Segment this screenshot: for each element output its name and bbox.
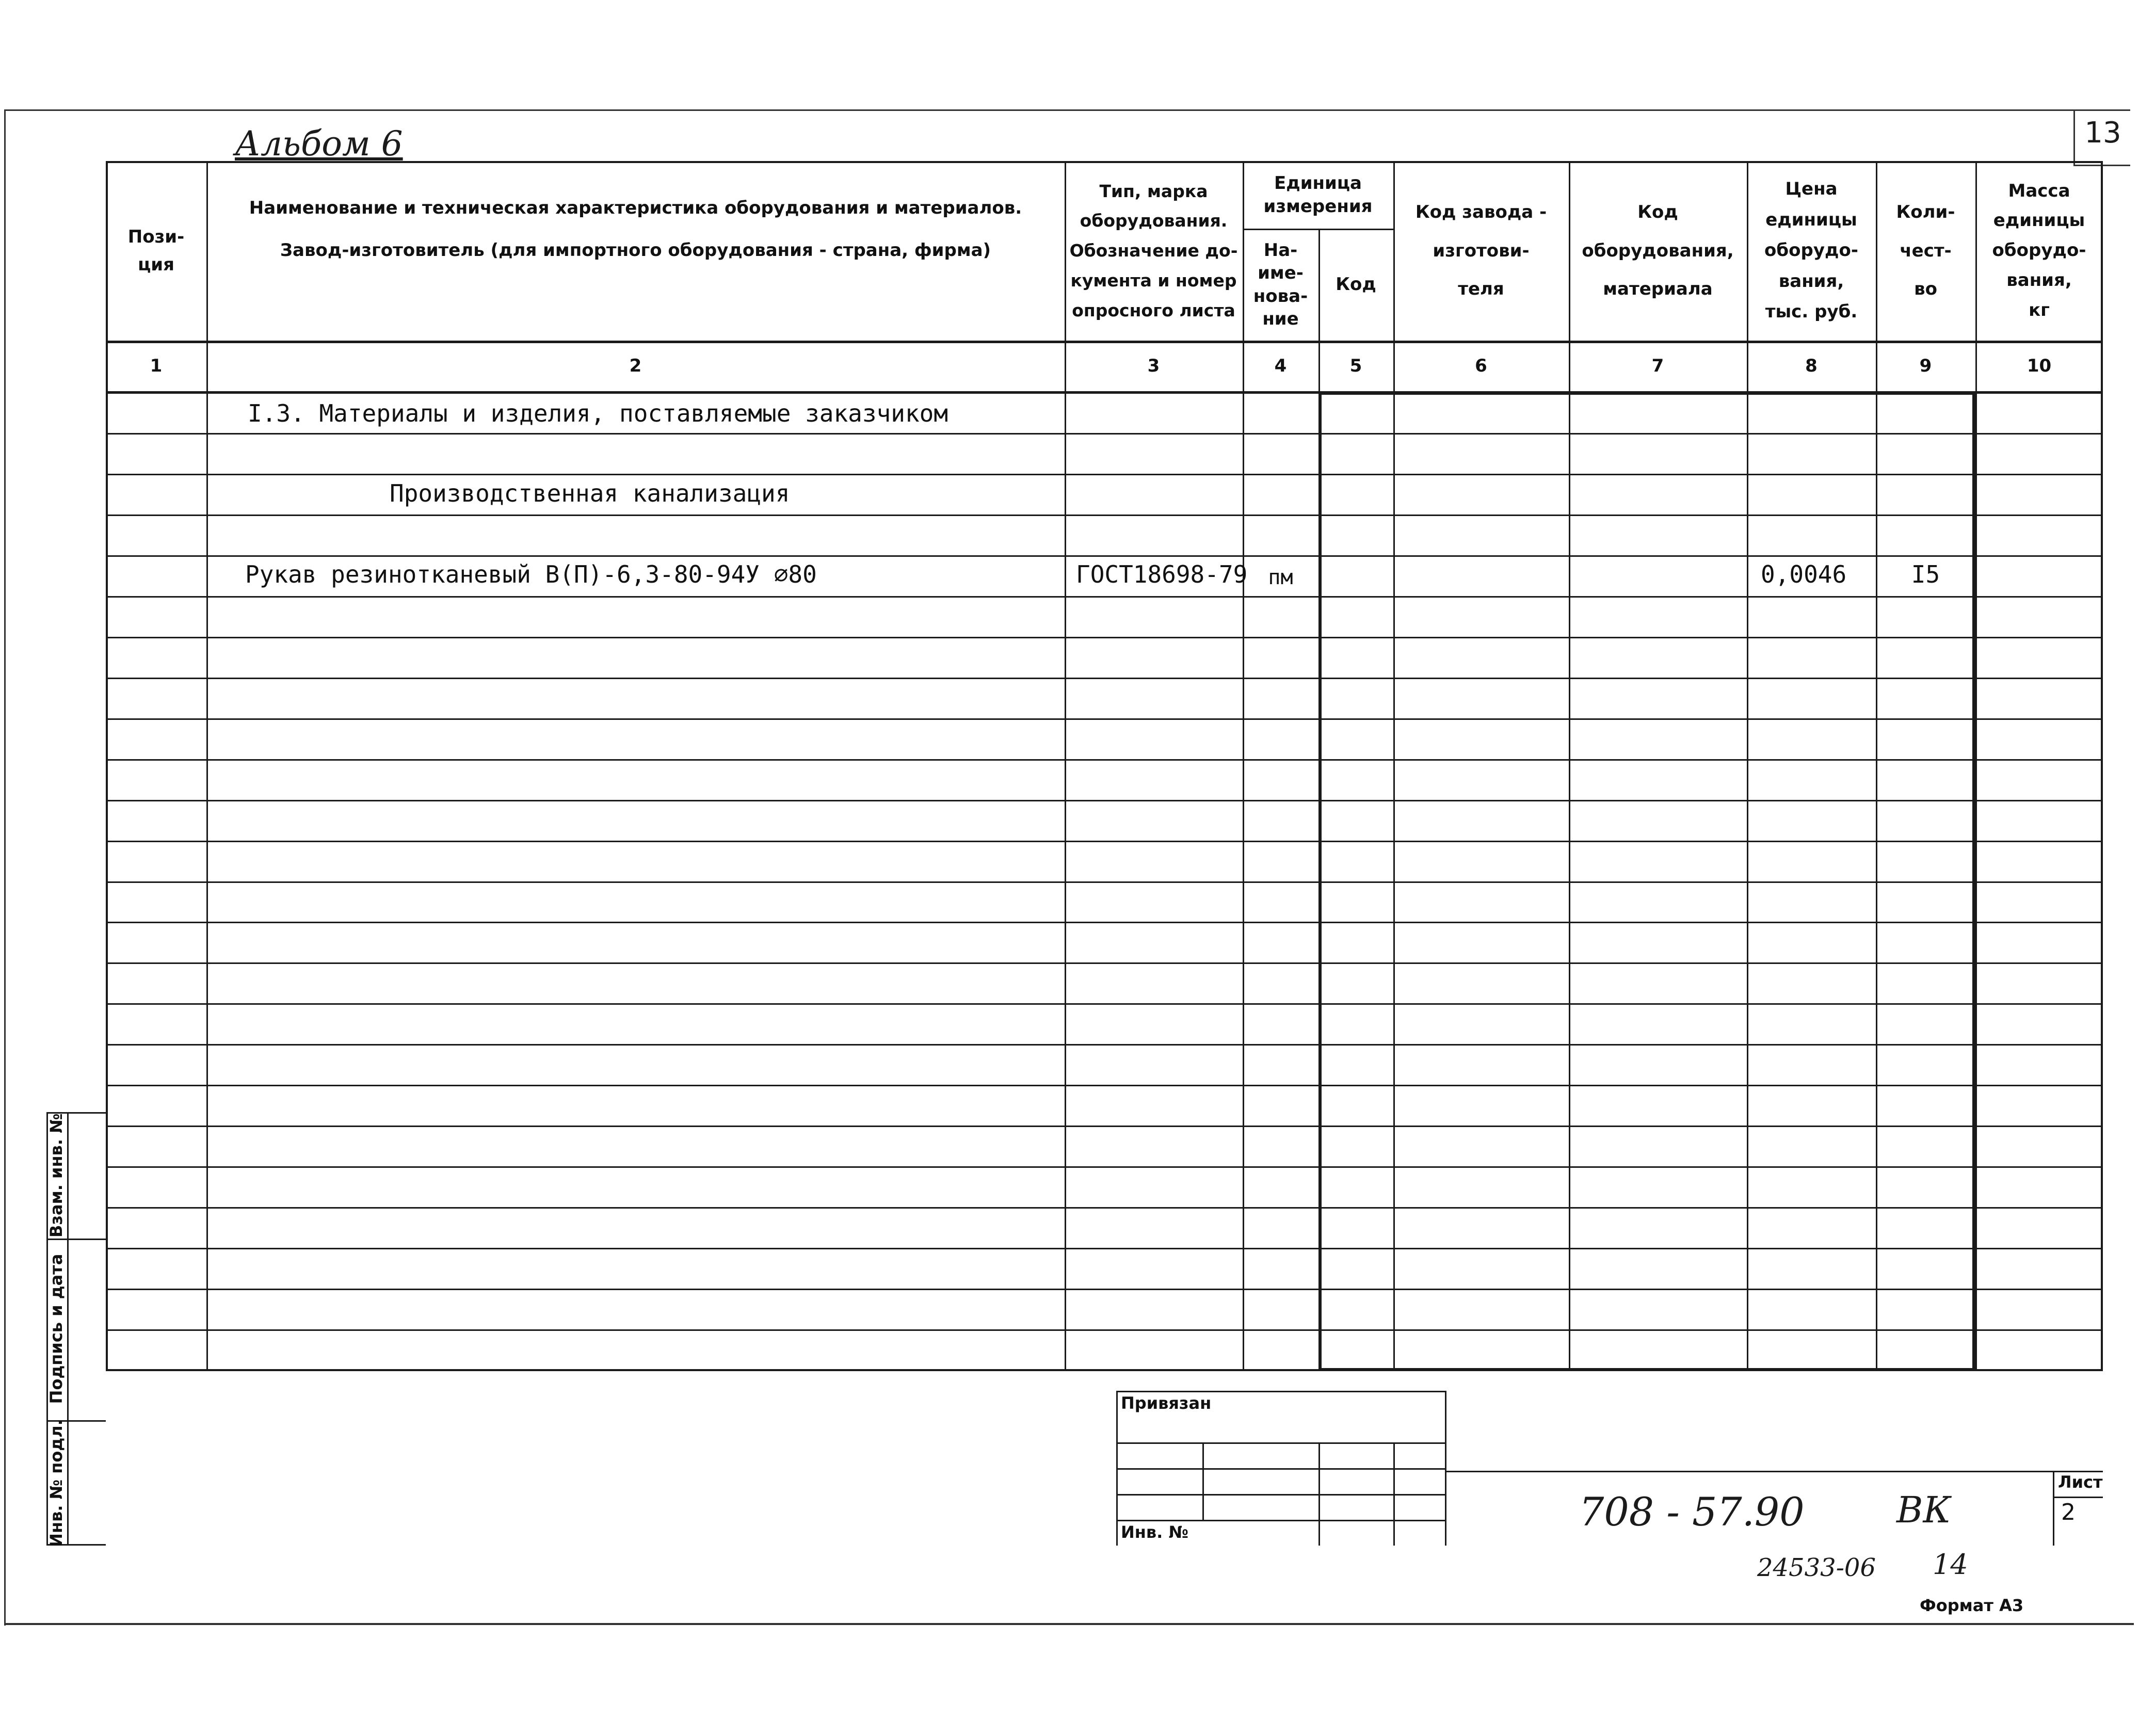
column-number-9: 9 [1919, 356, 1932, 376]
header-type [1065, 161, 1243, 341]
header-unit-name-line-2: име- [1258, 263, 1304, 284]
header-type-line-3: Обозначение до- [1069, 240, 1238, 261]
archive-sheet: 14 [1933, 1548, 1968, 1581]
header-equipment-code [1569, 161, 1747, 341]
header-position [106, 161, 206, 341]
header-name-line-2: Завод-изготовитель (для импортного оборудования - страна, фирма) [280, 240, 991, 261]
column-number-7: 7 [1651, 356, 1664, 376]
column-number-6: 6 [1475, 356, 1487, 376]
side-label-inv-podl: Инв. № подл. [46, 1419, 66, 1547]
table-row-rule [106, 1085, 2103, 1086]
header-type-line-4: кумента и номер [1070, 270, 1237, 291]
column-number-1: 1 [150, 356, 163, 376]
column-number-4: 4 [1274, 356, 1287, 376]
header-price-line-4: вания, [1778, 270, 1844, 292]
header-price [1747, 161, 1876, 341]
header-mass-line-5: кг [2029, 299, 2050, 320]
header-name-line-1: Наименование и техническая характеристика оборудования и материалов. [249, 198, 1022, 219]
table-row-rule [106, 1207, 2103, 1209]
stamp-divider-1 [1202, 1442, 1204, 1520]
page-number: 13 [2084, 116, 2121, 150]
stamp-rule-2 [1116, 1468, 1446, 1470]
header-equipment-code-line-3: материала [1603, 279, 1713, 300]
table-row-rule [106, 1166, 2103, 1168]
header-manufacturer-code [1393, 161, 1569, 341]
column-number-3: 3 [1147, 356, 1160, 376]
bound-label: Привязан [1121, 1393, 1212, 1413]
header-quantity-line-1: Коли- [1896, 201, 1955, 222]
header-manufacturer-code-line-1: Код завода - [1415, 201, 1547, 222]
table-row-rule [106, 1289, 2103, 1290]
header-unit-name-line-3: нова- [1253, 285, 1308, 307]
header-type-line-5: опросного листа [1072, 300, 1235, 320]
table-row-rule [106, 718, 2103, 720]
table-row-rule [106, 596, 2103, 598]
item-quantity: I5 [1911, 560, 1940, 588]
header-quantity [1876, 161, 1975, 341]
item-document: ГОСТ18698-79 [1076, 560, 1248, 588]
table-row-rule [106, 800, 2103, 801]
header-price-line-2: единицы [1765, 209, 1857, 230]
table-row-rule [106, 1044, 2103, 1046]
side-label-podpis: Подпись и дата [46, 1253, 66, 1404]
subsection-title: Производственная канализация [390, 479, 790, 507]
header-name [206, 186, 1065, 274]
table-row-rule [106, 962, 2103, 964]
table-row-rule [106, 637, 2103, 638]
side-strip-divider [67, 1112, 69, 1546]
stamp-divider-3 [1393, 1442, 1395, 1546]
table-row-rule [106, 881, 2103, 883]
column-number-2: 2 [629, 356, 642, 376]
designation-top-rule [1446, 1471, 2103, 1472]
bottom-rule [5, 1623, 2134, 1625]
header-price-line-1: Цена [1785, 179, 1838, 200]
header-mass-line-4: вания, [2006, 269, 2072, 291]
header-type-line-1: Тип, марка [1099, 181, 1208, 201]
table-row-rule [106, 515, 2103, 516]
table-row-rule [106, 678, 2103, 679]
header-mass-line-2: единицы [1993, 210, 2085, 231]
header-manufacturer-code-line-3: теля [1458, 279, 1504, 300]
header-mass-line-1: Масса [2008, 180, 2070, 201]
table-row-rule [106, 841, 2103, 842]
stamp-rule-1 [1116, 1442, 1446, 1444]
designation: 708 - 57.90 [1579, 1489, 1805, 1535]
table-row-rule [106, 759, 2103, 761]
header-unit-name-line-1: На- [1263, 240, 1298, 261]
header-unit-group [1243, 161, 1393, 229]
section-title: I.3. Материалы и изделия, поставляемые заказчиком [248, 399, 948, 427]
sheet-number: 2 [2061, 1499, 2076, 1525]
stamp-rule-3 [1116, 1494, 1446, 1496]
header-quantity-line-3: во [1914, 279, 1937, 300]
stamp-divider-2 [1318, 1442, 1320, 1546]
header-quantity-line-2: чест- [1900, 240, 1952, 261]
set-code: ВК [1896, 1489, 1951, 1531]
column-number-8: 8 [1805, 356, 1818, 376]
stamp-rule-4 [1116, 1520, 1446, 1521]
header-position-line-1: Пози- [127, 226, 185, 247]
sheet-box-rule [2053, 1497, 2103, 1498]
table-row-rule [106, 1329, 2103, 1331]
header-unit-group-line-2: измерения [1263, 196, 1373, 217]
item-price: 0,0046 [1761, 560, 1847, 588]
side-label-vzam: Взам. инв. № [46, 1113, 66, 1237]
header-mass [1975, 161, 2103, 341]
archive-number: 24533-06 [1757, 1553, 1876, 1582]
header-type-line-2: оборудования. [1080, 211, 1228, 231]
item-name: Рукав резинотканевый В(П)-6,3-80-94У ⌀80 [245, 560, 817, 588]
header-unit-name [1243, 229, 1318, 341]
header-equipment-code-line-1: Код [1637, 201, 1678, 222]
header-mass-line-3: оборудо- [1992, 240, 2086, 261]
format-label: Формат А3 [1920, 1596, 2024, 1615]
header-price-line-3: оборудо- [1764, 240, 1858, 261]
header-unit-code: Код [1336, 274, 1376, 295]
header-equipment-code-line-2: оборудования, [1582, 240, 1734, 261]
table-row-rule [106, 922, 2103, 923]
header-position-line-2: ция [138, 254, 174, 275]
header-unit-group-line-1: Единица [1274, 173, 1362, 194]
table-row-rule [106, 1248, 2103, 1249]
header-price-line-5: тыс. руб. [1765, 301, 1858, 323]
album-label: Альбом 6 [235, 124, 403, 164]
table-row-rule [106, 1126, 2103, 1127]
sheet-label: Лист [2058, 1472, 2103, 1492]
table-row-rule [106, 1003, 2103, 1005]
header-manufacturer-code-line-2: изготови- [1433, 240, 1530, 261]
column-number-5: 5 [1349, 356, 1362, 376]
column-number-10: 10 [2027, 356, 2052, 376]
inv-label: Инв. № [1121, 1522, 1188, 1542]
header-unit-name-line-4: ние [1262, 308, 1299, 329]
item-unit: пм [1268, 566, 1293, 589]
